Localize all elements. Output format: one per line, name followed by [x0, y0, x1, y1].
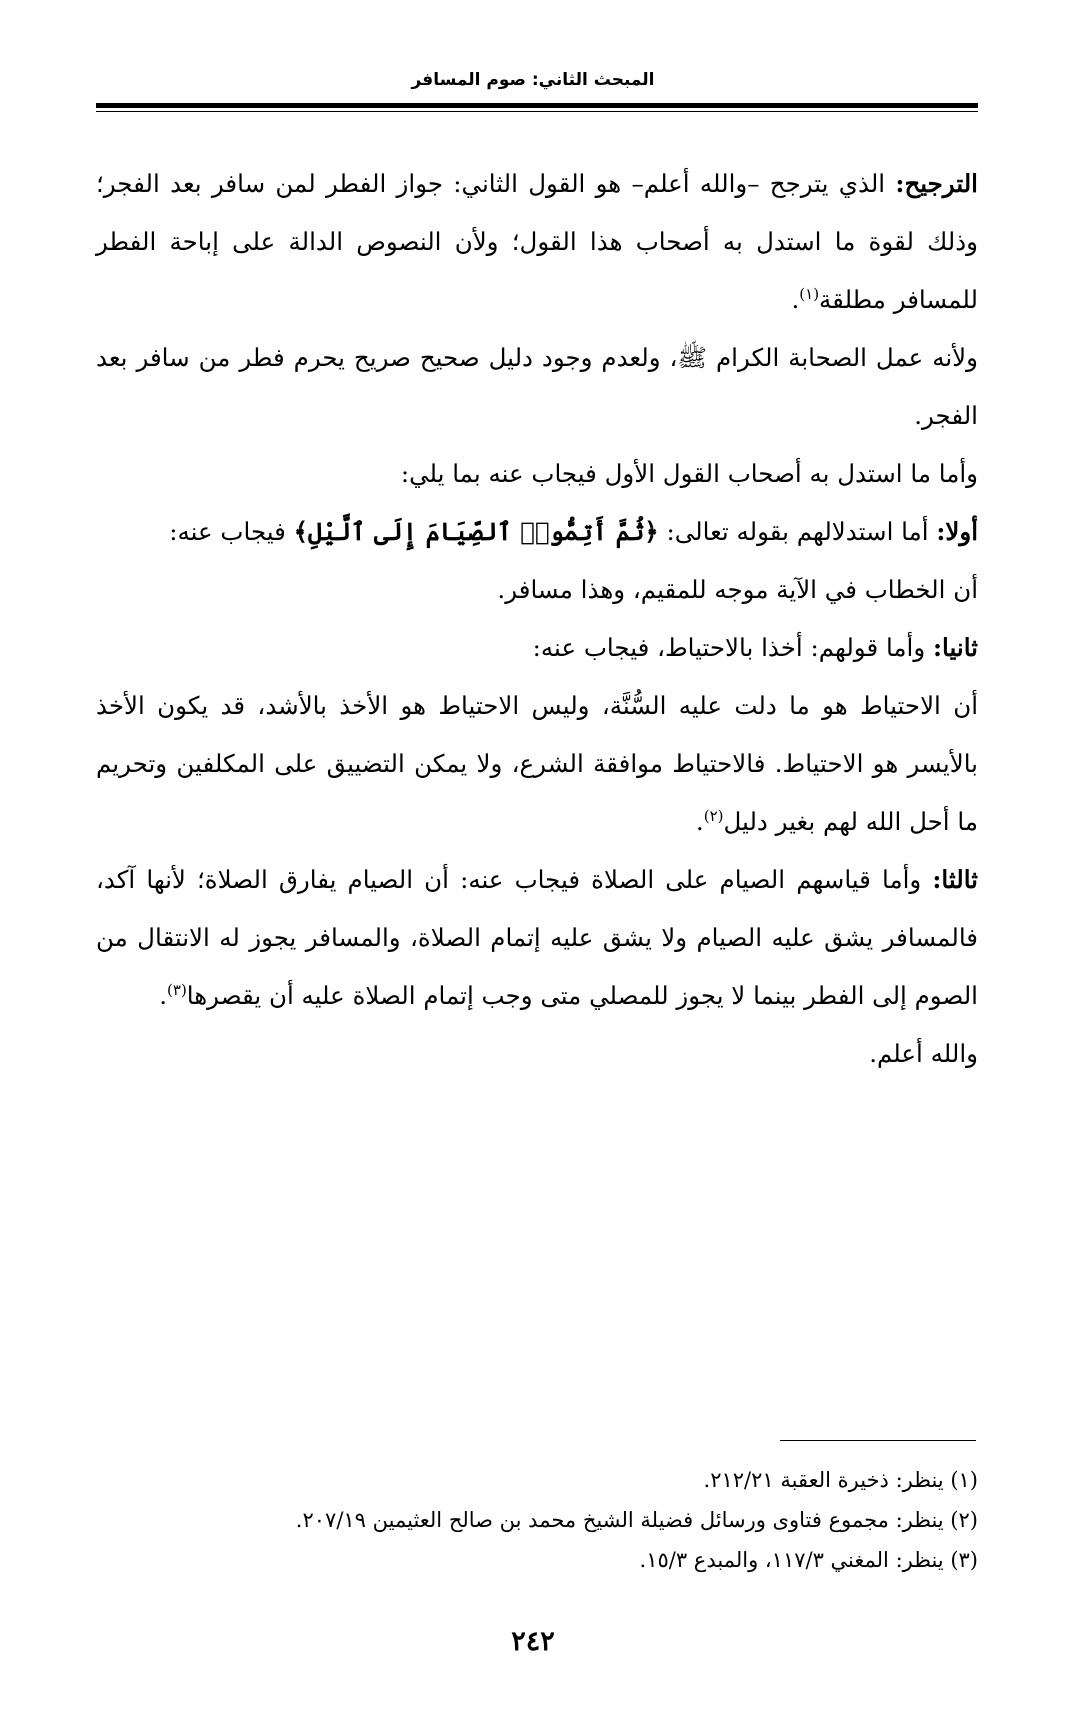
- header-rule-thin: [96, 111, 978, 112]
- second-answer-text: أن الاحتياط هو ما دلت عليه السُّنَّة، وليس الاحتياط هو الأخذ بالأشد، قد يكون الأخذ بالأيسر هو الاحتياط. فالاحتياط موافقة الشرع، ولا يمكن التضييق على المكلفين وتحريم ما أحل الله لهم بغير دليل: [96, 691, 978, 836]
- footnote-ref-2: (٢): [703, 806, 724, 825]
- footnote-1: (١) ينظر: ذخيرة العقبة ٢١٢/٢١.: [703, 1468, 978, 1492]
- tarjih-end: .: [791, 285, 800, 314]
- first-text-before: أما استدلالهم بقوله تعالى:: [658, 517, 937, 546]
- footnote-rule: [780, 1440, 976, 1441]
- paragraph-first-answer: أن الخطاب في الآية موجه للمقيم، وهذا مسافر.: [497, 575, 978, 604]
- footnote-ref-3: (٣): [167, 980, 187, 999]
- paragraph-tarjih: [96, 155, 978, 329]
- tarjih-text: الذي يترجح –والله أعلم– هو القول الثاني: جواز الفطر لمن سافر بعد الفجر؛ وذلك لقوة ما استدل به أصحاب هذا القول؛ ولأن النصوص الدالة على إباحة الفطر للمسافر مطلقة: [96, 169, 978, 314]
- quran-verse: ﴿ثُمَّ أَتِمُّوا۟ ٱلصِّيَامَ إِلَى ٱلَّيْلِ﴾: [293, 517, 659, 546]
- footnote-2: (٢) ينظر: مجموع فتاوى ورسائل فضيلة الشيخ محمد بن صالح العثيمين ٢٠٧/١٩.: [295, 1508, 978, 1532]
- paragraph-intro-answers: وأما ما استدل به أصحاب القول الأول فيجاب عنه بما يلي:: [400, 459, 978, 488]
- footnote-3: (٣) ينظر: المغني ١١٧/٣، والمبدع ١٥/٣.: [639, 1548, 978, 1572]
- paragraph-second: [96, 619, 978, 677]
- paragraph-sahaba: ولأنه عمل الصحابة الكرام ﷺ، ولعدم وجود دليل صحيح صريح يحرم فطر من سافر بعد الفجر.: [96, 343, 978, 430]
- main-text: [96, 155, 978, 1083]
- second-answer-end: .: [695, 807, 704, 836]
- paragraph-first: [96, 503, 978, 561]
- page-number: ٢٤٢: [511, 1626, 555, 1657]
- third-end: .: [159, 981, 168, 1010]
- paragraph-second-answer: [96, 677, 978, 851]
- first-label: أولا:: [936, 517, 978, 546]
- tarjih-label: الترجيح:: [895, 169, 978, 198]
- third-label: ثالثا:: [932, 865, 978, 894]
- header-rule-thick: [96, 103, 978, 108]
- second-label: ثانيا:: [932, 633, 978, 662]
- third-text: وأما قياسهم الصيام على الصلاة فيجاب عنه: أن الصيام يفارق الصلاة؛ لأنها آكد، فالمسافر يشق عليه الصيام ولا يشق عليه إتمام الصلاة، والمسافر يجوز له الانتقال من الصوم إلى الفطر بينما لا يجوز للمصلي متى وجب إتمام الصلاة عليه أن يقصرها: [96, 865, 978, 1010]
- first-text-after: فيجاب عنه:: [169, 517, 294, 546]
- paragraph-closing: والله أعلم.: [869, 1039, 978, 1068]
- running-head: المبحث الثاني: صوم المسافر: [411, 70, 655, 90]
- second-text: وأما قولهم: أخذا بالاحتياط، فيجاب عنه:: [532, 633, 933, 662]
- paragraph-third: [96, 851, 978, 1025]
- footnotes: [96, 1460, 978, 1580]
- footnote-ref-1: (١): [799, 284, 820, 303]
